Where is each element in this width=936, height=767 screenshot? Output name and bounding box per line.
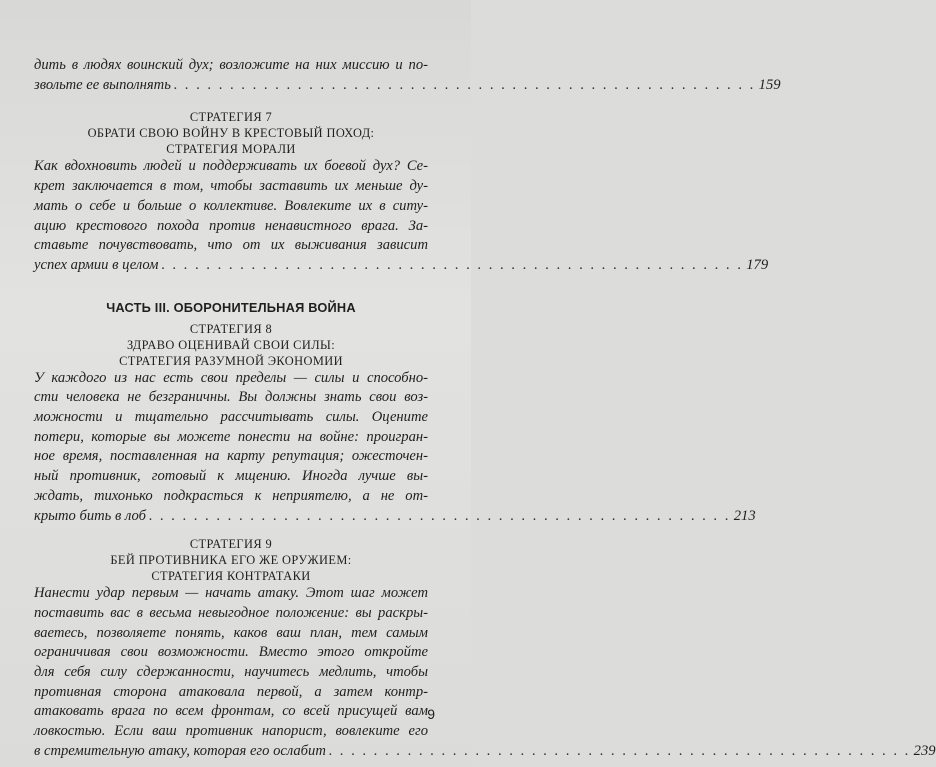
strategy-7-last-text: успех армии в целом (34, 256, 159, 273)
strategy-9-number: СТРАТЕГИЯ 9 (189, 537, 273, 552)
strategy-8-entry (34, 321, 756, 527)
strategy-7-page-ref: 179 (746, 256, 769, 273)
leader-dots: . . . . . . . . . . . . . . . . . . . . . . . . . . . . . . . . . . . . . . . . . . . . . . . . . . . . (161, 256, 744, 273)
strategy-7-body-3: мать о себе и больше о коллективе. Вовлеките их в ситу- (34, 197, 428, 214)
strategy-8-page-ref: 213 (733, 507, 756, 524)
strategy-7-title-1: ОБРАТИ СВОЮ ВОЙНУ В КРЕСТОВЫЙ ПОХОД: (87, 126, 375, 141)
strategy-9-title-1: БЕЙ ПРОТИВНИКА ЕГО ЖЕ ОРУЖИЕМ: (110, 553, 352, 568)
leader-dots: . . . . . . . . . . . . . . . . . . . . . . . . . . . . . . . . . . . . . . . . . . . . . . . . . . . . (148, 507, 731, 524)
strategy-9-body-2: поставить вас в весьма невыгодное положение: вы раскры- (34, 604, 428, 621)
strategy-7-body-2: крет заключается в том, чтобы заставить их меньше ду- (34, 178, 428, 195)
strategy-8-body-7: ждать, тихонько подкрасться к неприятелю, а не от- (34, 487, 428, 504)
strategy-9-entry (34, 536, 936, 761)
intro-page-ref: 159 (758, 76, 781, 93)
strategy-9-title-2: СТРАТЕГИЯ КОНТРАТАКИ (151, 569, 311, 584)
strategy-8-last-text: крыто бить в лоб (34, 507, 146, 524)
strategy-9-body-1: Нанести удар первым — начать атаку. Этот шаг может (34, 585, 428, 602)
intro-line-2 (34, 76, 781, 96)
strategy-9-last-line (34, 742, 936, 762)
part-heading: ЧАСТЬ III. ОБОРОНИТЕЛЬНАЯ ВОЙНА (106, 299, 356, 315)
strategy-8-body-4: потери, которые вы можете понести на войне: проигран- (34, 428, 428, 445)
strategy-9-page-ref: 239 (913, 742, 936, 759)
strategy-9-body-7: атаковать врага по всем фронтам, со всей присущей вам (34, 703, 428, 720)
strategy-9-last-text: в стремительную атаку, которая его ослабит (34, 742, 326, 759)
strategy-9-body-4: ограничивая свои возможности. Вместо этого откройте (34, 644, 428, 661)
table-of-contents (34, 56, 936, 762)
strategy-8-title-2: СТРАТЕГИЯ РАЗУМНОЙ ЭКОНОМИИ (119, 353, 343, 368)
strategy-7-body-5: ставьте почувствовать, что от их выживания зависит (34, 237, 428, 254)
leader-dots: . . . . . . . . . . . . . . . . . . . . . . . . . . . . . . . . . . . . . . . . . . . . . . . . . . . . (173, 76, 756, 93)
strategy-9-body-8: ловкостью. Если ваш противник напорист, вовлеките его (34, 723, 428, 740)
intro-entry (34, 56, 781, 95)
intro-line-1: дить в людях воинский дух; возложите на них миссию и по- (34, 57, 428, 73)
page-number: 9 (427, 706, 435, 722)
strategy-7-body-4: ацию крестового похода против ненавистного врага. За- (34, 217, 428, 234)
strategy-8-body-5: ное время, поставленная на карту репутация; ожесточен- (34, 448, 428, 465)
strategy-8-body-6: ный противник, готовый к мщению. Иногда лучше вы- (34, 468, 428, 485)
strategy-8-body-2: сти человека не безграничны. Вы должны знать свои воз- (34, 389, 428, 406)
strategy-7-entry (34, 109, 769, 275)
intro-last-text: звольте ее выполнять (34, 76, 171, 93)
strategy-8-body-1: У каждого из нас есть свои пределы — силы и способно- (34, 369, 428, 386)
strategy-8-last-line (34, 507, 756, 527)
strategy-8-body-3: можности и тщательно рассчитывать силы. Оцените (34, 409, 428, 426)
strategy-8-title-1: ЗДРАВО ОЦЕНИВАЙ СВОИ СИЛЫ: (126, 337, 336, 352)
strategy-7-title-2: СТРАТЕГИЯ МОРАЛИ (166, 142, 296, 157)
strategy-9-body-6: противная сторона атаковала первой, а затем контр- (34, 683, 428, 700)
strategy-7-last-line (34, 256, 769, 276)
strategy-8-number: СТРАТЕГИЯ 8 (189, 321, 273, 336)
strategy-7-number: СТРАТЕГИЯ 7 (189, 110, 273, 125)
strategy-9-body-5: для себя силу сдержанности, научитесь медлить, чтобы (34, 664, 428, 681)
strategy-7-body-1: Как вдохновить людей и поддерживать их боевой дух? Се- (34, 158, 428, 175)
strategy-9-body-3: ваетесь, позволяете понять, каков ваш план, тем самым (34, 624, 428, 641)
leader-dots: . . . . . . . . . . . . . . . . . . . . . . . . . . . . . . . . . . . . . . . . . . . . . . . . . . . . (328, 742, 911, 759)
